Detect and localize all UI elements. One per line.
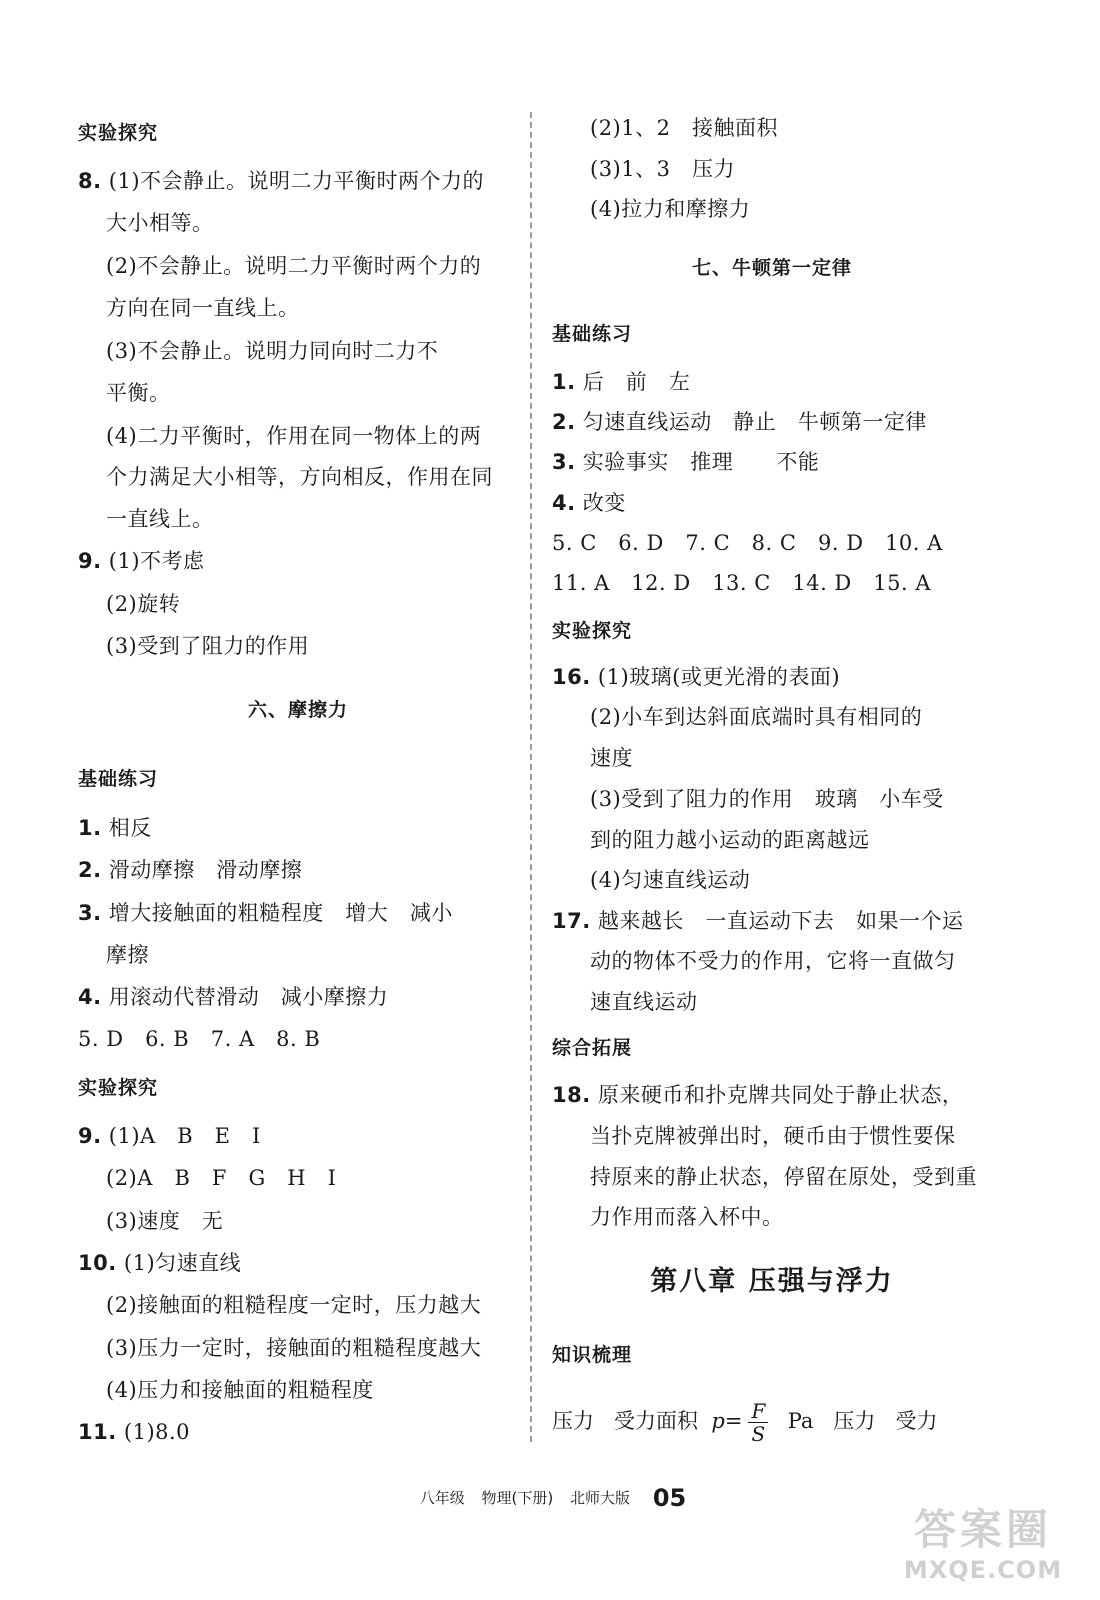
answer-text: 个力满足大小相等，方向相反，作用在同 [106,465,493,489]
question-number: 2. [78,858,102,882]
section-label: 综合拓展 [552,1037,633,1059]
answer-line [552,568,931,598]
answer-text: (1)不考虑 [108,549,205,573]
answer-text: (1)匀速直线 [123,1251,242,1275]
answer-line [590,1202,784,1232]
answer-line [552,367,690,397]
answer-text: (4)拉力和摩擦力 [590,197,751,221]
answer-line [552,906,963,936]
question-number: 9. [78,1124,102,1148]
answer-text: (3)压力一定时，接触面的粗糙程度越大 [106,1336,482,1360]
answer-line [78,855,302,885]
answer-line [590,987,698,1017]
fraction-numerator: F [748,1400,768,1423]
answer-text: 实验事实 推理 不能 [582,450,820,474]
answer-text: 相反 [108,816,152,840]
answer-text: (2)A B F G H I [106,1166,337,1190]
answer-text: (2)小车到达斜面底端时具有相同的 [590,705,923,729]
answer-line [78,166,484,196]
answer-line [106,1163,336,1193]
answer-line [78,1417,190,1447]
answer-line [106,293,300,323]
answer-line [590,194,750,224]
footer-subject: 物理(下册) [481,1489,554,1507]
lesson-heading: 七、牛顿第一定律 [691,257,852,279]
question-number: 2. [552,410,576,434]
answer-line [106,1333,481,1363]
answer-line [106,336,438,366]
section-label: 实验探究 [78,1077,159,1099]
answer-line [78,1248,241,1278]
question-number: 18. [552,1083,591,1107]
answer-line [590,784,944,814]
formula-before: 压力 受力面积 [552,1409,712,1433]
answer-text: 改变 [582,491,626,515]
answer-text: (1)不会静止。说明二力平衡时两个力的 [108,169,485,193]
page-number: 05 [652,1484,687,1512]
answer-line [106,589,180,619]
question-number: 11. [78,1420,117,1444]
answer-line [106,208,214,238]
formula-line [552,1400,937,1445]
answer-line [78,1121,261,1151]
answer-text: (2)接触面的粗糙程度一定时，压力越大 [106,1293,482,1317]
answer-line [78,982,388,1012]
question-number: 3. [552,450,576,474]
answer-line [552,407,927,437]
answer-text: 滑动摩擦 滑动摩擦 [108,858,303,882]
answer-line [106,940,149,970]
answer-line [78,813,152,843]
answer-line [590,743,633,773]
answer-line [590,946,956,976]
answer-line [552,662,840,692]
answer-text: 动的物体不受力的作用，它将一直做匀 [590,949,956,973]
answer-line [106,631,309,661]
formula-after: Pa 压力 受力 [774,1409,938,1433]
footer-edition: 北师大版 [570,1489,631,1507]
answer-text: (4)压力和接触面的粗糙程度 [106,1378,374,1402]
answer-text: (1)8.0 [123,1420,191,1444]
watermark-url: MXQE.COM [903,1556,1063,1584]
answer-text: (1)玻璃(或更光滑的表面) [597,665,841,689]
answer-line [590,113,778,143]
answer-text: 5. C 6. D 7. C 8. C 9. D 10. A [552,531,943,555]
footer-grade: 八年级 [419,1489,465,1507]
question-number: 9. [78,549,102,573]
answer-text: 到的阻力越小运动的距离越远 [590,828,870,852]
answer-line [590,1162,977,1192]
answer-line [552,488,626,518]
answer-text: 平衡。 [106,381,171,405]
answer-text: (4)二力平衡时，作用在同一物体上的两 [106,424,482,448]
answer-text: (3)不会静止。说明力同向时二力不 [106,339,439,363]
section-label: 实验探究 [552,620,633,642]
answer-text: (1)A B E I [108,1124,261,1148]
answer-line [106,1206,223,1236]
answer-text: (4)匀速直线运动 [590,868,751,892]
answer-line [78,1024,320,1054]
answer-line [590,825,870,855]
answer-line [106,462,493,492]
question-number: 8. [78,169,102,193]
answer-text: (2)旋转 [106,592,181,616]
answer-text: 5. D 6. B 7. A 8. B [78,1027,321,1051]
answer-line [106,421,481,451]
answer-text: 摩擦 [106,943,149,967]
fraction-denominator: S [751,1422,766,1446]
answer-line [106,504,214,534]
answer-line [552,1080,963,1110]
answer-line [552,447,819,477]
answer-line [106,1375,374,1405]
answer-text: 方向在同一直线上。 [106,296,300,320]
watermark-title: 答案圈 [913,1505,1052,1554]
answer-text: 11. A 12. D 13. C 14. D 15. A [552,571,932,595]
answer-text: (3)受到了阻力的作用 玻璃 小车受 [590,787,944,811]
chapter-title: 第八章 压强与浮力 [650,1266,894,1297]
answer-text: 后 前 左 [582,370,691,394]
answer-line [106,378,171,408]
answer-text: 原来硬币和扑克牌共同处于静止状态， [597,1083,964,1107]
column-divider [530,112,532,1442]
answer-line [590,154,735,184]
answer-text: 一直线上。 [106,507,214,531]
question-number: 16. [552,665,591,689]
answer-text: 匀速直线运动 静止 牛顿第一定律 [582,410,927,434]
section-label: 实验探究 [78,122,159,144]
formula-var: p [711,1409,725,1433]
answer-text: 力作用而落入杯中。 [590,1205,784,1229]
question-number: 1. [552,370,576,394]
question-number: 10. [78,1251,117,1275]
answer-text: (3)1、3 压力 [590,157,735,181]
question-number: 3. [78,901,102,925]
question-number: 4. [552,491,576,515]
answer-line [590,702,922,732]
answer-text: 越来越长 一直运动下去 如果一个运 [597,909,964,933]
answer-text: (2)1、2 接触面积 [590,116,778,140]
answer-text: (2)不会静止。说明二力平衡时两个力的 [106,254,482,278]
section-label: 知识梳理 [552,1344,633,1366]
answer-text: 速直线运动 [590,990,698,1014]
question-number: 17. [552,909,591,933]
answer-text: 用滚动代替滑动 减小摩擦力 [108,985,389,1009]
question-number: 1. [78,816,102,840]
answer-text: 大小相等。 [106,211,214,235]
lesson-heading: 六、摩擦力 [247,699,348,721]
formula-eq: = [724,1409,743,1433]
answer-text: (3)受到了阻力的作用 [106,634,310,658]
answer-line [552,528,943,558]
section-label: 基础练习 [552,323,633,345]
answer-line [106,1290,481,1320]
answer-line [78,546,205,576]
answer-line [590,865,750,895]
answer-line [78,898,453,928]
answer-text: 持原来的静止状态，停留在原处，受到重 [590,1165,977,1189]
answer-text: 增大接触面的粗糙程度 增大 减小 [108,901,453,925]
answer-text: (3)速度 无 [106,1209,224,1233]
question-number: 4. [78,985,102,1009]
pressure-fraction [748,1400,768,1445]
answer-line [590,1121,956,1151]
answer-text: 速度 [590,746,633,770]
section-label: 基础练习 [78,768,159,790]
answer-text: 当扑克牌被弹出时，硬币由于惯性要保 [590,1124,956,1148]
watermark-logo [878,1504,1088,1592]
answer-line [106,251,481,281]
